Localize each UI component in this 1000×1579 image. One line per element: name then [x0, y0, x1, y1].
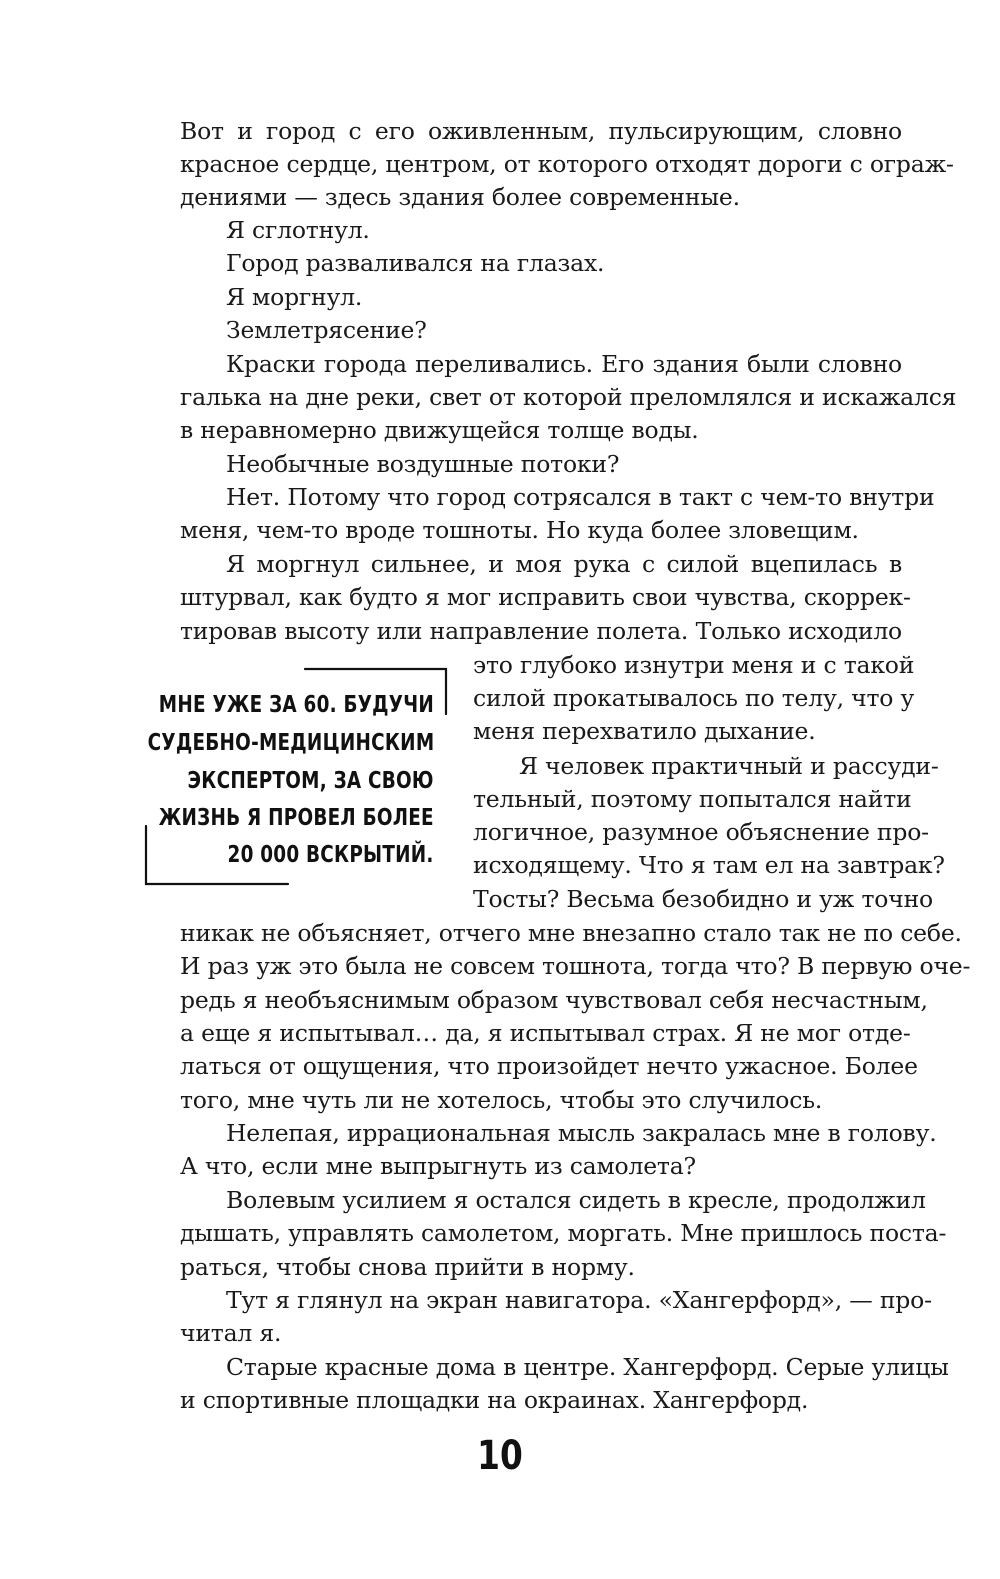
body-line: Нет. Потому что город сотрясался в такт с чем-то внутри [226, 483, 935, 511]
body-line: А что, если мне выпрыгнуть из самолета? [180, 1152, 696, 1180]
body-line: латься от ощущения, что произойдет нечто ужасное. Более [180, 1052, 918, 1080]
body-line: логичное, разумное объяснение про- [473, 818, 929, 846]
pull-quote-line: ЭКСПЕРТОМ, ЗА СВОЮ [187, 768, 434, 794]
body-line: читал я. [180, 1319, 282, 1347]
body-line: Я моргнул сильнее, и моя рука с силой вцепилась в [226, 550, 902, 578]
body-line: дышать, управлять самолетом, моргать. Мне пришлось поста- [180, 1219, 947, 1247]
body-line: Волевым усилием я остался сидеть в кресле, продолжил [226, 1186, 926, 1214]
body-line: Город разваливался на глазах. [226, 249, 605, 277]
body-line: силой прокатывалось по телу, что у [473, 684, 915, 712]
body-line: Я моргнул. [226, 283, 363, 311]
body-line: Тут я глянул на экран навигатора. «Хангерфорд», — про- [226, 1286, 932, 1314]
body-line: исходящему. Что я там ел на завтрак? [473, 851, 945, 879]
body-line: галька на дне реки, свет от которой преломлялся и искажался [180, 383, 957, 411]
body-line: Вот и город с его оживленным, пульсирующим, словно [180, 117, 902, 145]
page-number: 10 [477, 1433, 523, 1479]
body-line: Тосты? Весьма безобидно и уж точно [473, 885, 933, 913]
body-line: Я сглотнул. [226, 216, 370, 244]
pull-quote-line: СУДЕБНО-МЕДИЦИНСКИМ [147, 730, 434, 756]
body-line: меня перехватило дыхание. [473, 717, 816, 745]
pull-quote [140, 666, 452, 896]
body-line: тировав высоту или направление полета. Только исходило [180, 617, 902, 645]
body-line: красное сердце, центром, от которого отходят дороги с ограж- [180, 150, 954, 178]
body-line: дениями — здесь здания более современные. [180, 183, 740, 211]
body-line: Землетрясение? [226, 316, 427, 344]
body-line: меня, чем-то вроде тошноты. Но куда более зловещим. [180, 516, 859, 544]
body-line: штурвал, как будто я мог исправить свои чувства, скоррек- [180, 583, 911, 611]
body-line: раться, чтобы снова прийти в норму. [180, 1253, 635, 1281]
pull-quote-line: МНЕ УЖЕ ЗА 60. БУДУЧИ [158, 692, 434, 718]
pull-quote-line: 20 000 ВСКРЫТИЙ. [227, 842, 434, 868]
body-line: Нелепая, иррациональная мысль закралась мне в голову. [226, 1119, 937, 1147]
body-line: Старые красные дома в центре. Хангерфорд. Серые улицы [226, 1353, 949, 1381]
body-line: а еще я испытывал… да, я испытывал страх. Я не мог отде- [180, 1019, 911, 1047]
body-line: Краски города переливались. Его здания были словно [226, 350, 902, 378]
body-line: И раз уж это была не совсем тошнота, тогда что? В первую оче- [180, 952, 971, 980]
body-line: в неравномерно движущейся толще воды. [180, 416, 699, 444]
body-line: того, мне чуть ли не хотелось, чтобы это случилось. [180, 1086, 823, 1114]
body-line: редь я необъяснимым образом чувствовал себя несчастным, [180, 986, 928, 1014]
body-line: это глубоко изнутри меня и с такой [473, 651, 915, 679]
body-line: и спортивные площадки на окраинах. Хангерфорд. [180, 1386, 809, 1414]
body-line: тельный, поэтому попытался найти [473, 785, 912, 813]
body-line: никак не объясняет, отчего мне внезапно стало так не по себе. [180, 919, 962, 947]
body-line: Я человек практичный и рассуди- [519, 752, 939, 780]
pull-quote-line: ЖИЗНЬ Я ПРОВЕЛ БОЛЕЕ [158, 805, 434, 831]
body-line: Необычные воздушные потоки? [226, 450, 620, 478]
